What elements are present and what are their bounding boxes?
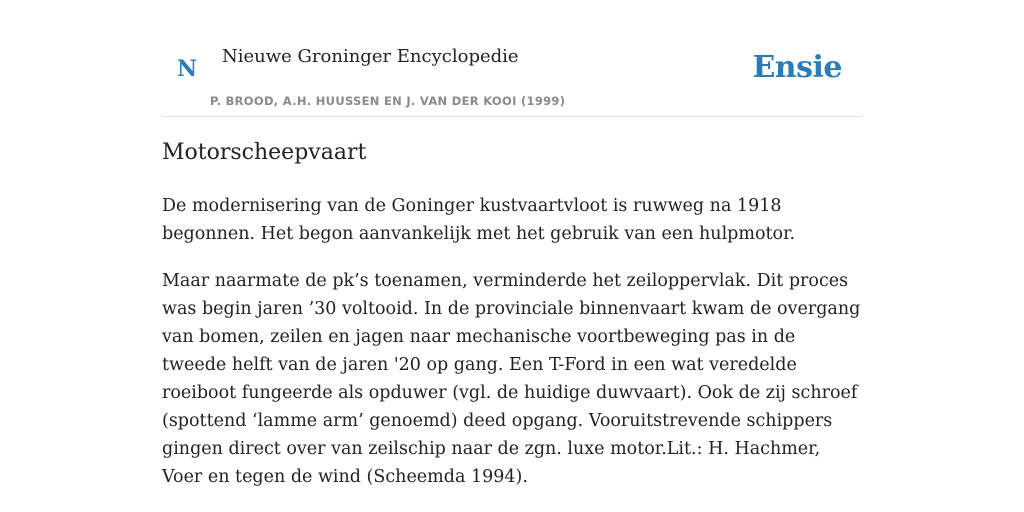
ensie-logo[interactable]: Ensie — [752, 50, 842, 85]
article-title: Motorscheepvaart — [162, 140, 367, 165]
book-title-link[interactable]: Nieuwe Groninger Encyclopedie — [222, 46, 519, 67]
book-authors: P. BROOD, A.H. HUUSSEN EN J. VAN DER KOOI (1999) — [210, 94, 566, 108]
book-logo[interactable]: N — [177, 56, 198, 82]
article-paragraph-2: Maar naarmate de pk’s toenamen, verminderde het zeiloppervlak. Dit proces was begin jaren ’30 voltooid. In de provinciale binnenvaart kwam de overgang van bomen, zeilen en jagen naar mechanische voortbeweging pas in de tweede helft van de jaren '20 op gang. Een T-Ford in een wat veredelde roeiboot fungeerde als opduwer (vgl. de huidige duwvaart). Ook de zij schroef (spottend ‘lamme arm’ genoemd) deed opgang. Vooruitstrevende schippers gingen direct over van zeilschip naar de zgn. luxe motor.Lit.: H. Hachmer, Voer en tegen de wind (Scheemda 1994). — [162, 271, 861, 487]
header — [162, 0, 862, 117]
page — [162, 0, 862, 487]
article-paragraph-1: De modernisering van de Goninger kustvaartvloot is ruwweg na 1918 begonnen. Het begon aanvankelijk met het gebruik van een hulpmotor. — [162, 196, 796, 244]
